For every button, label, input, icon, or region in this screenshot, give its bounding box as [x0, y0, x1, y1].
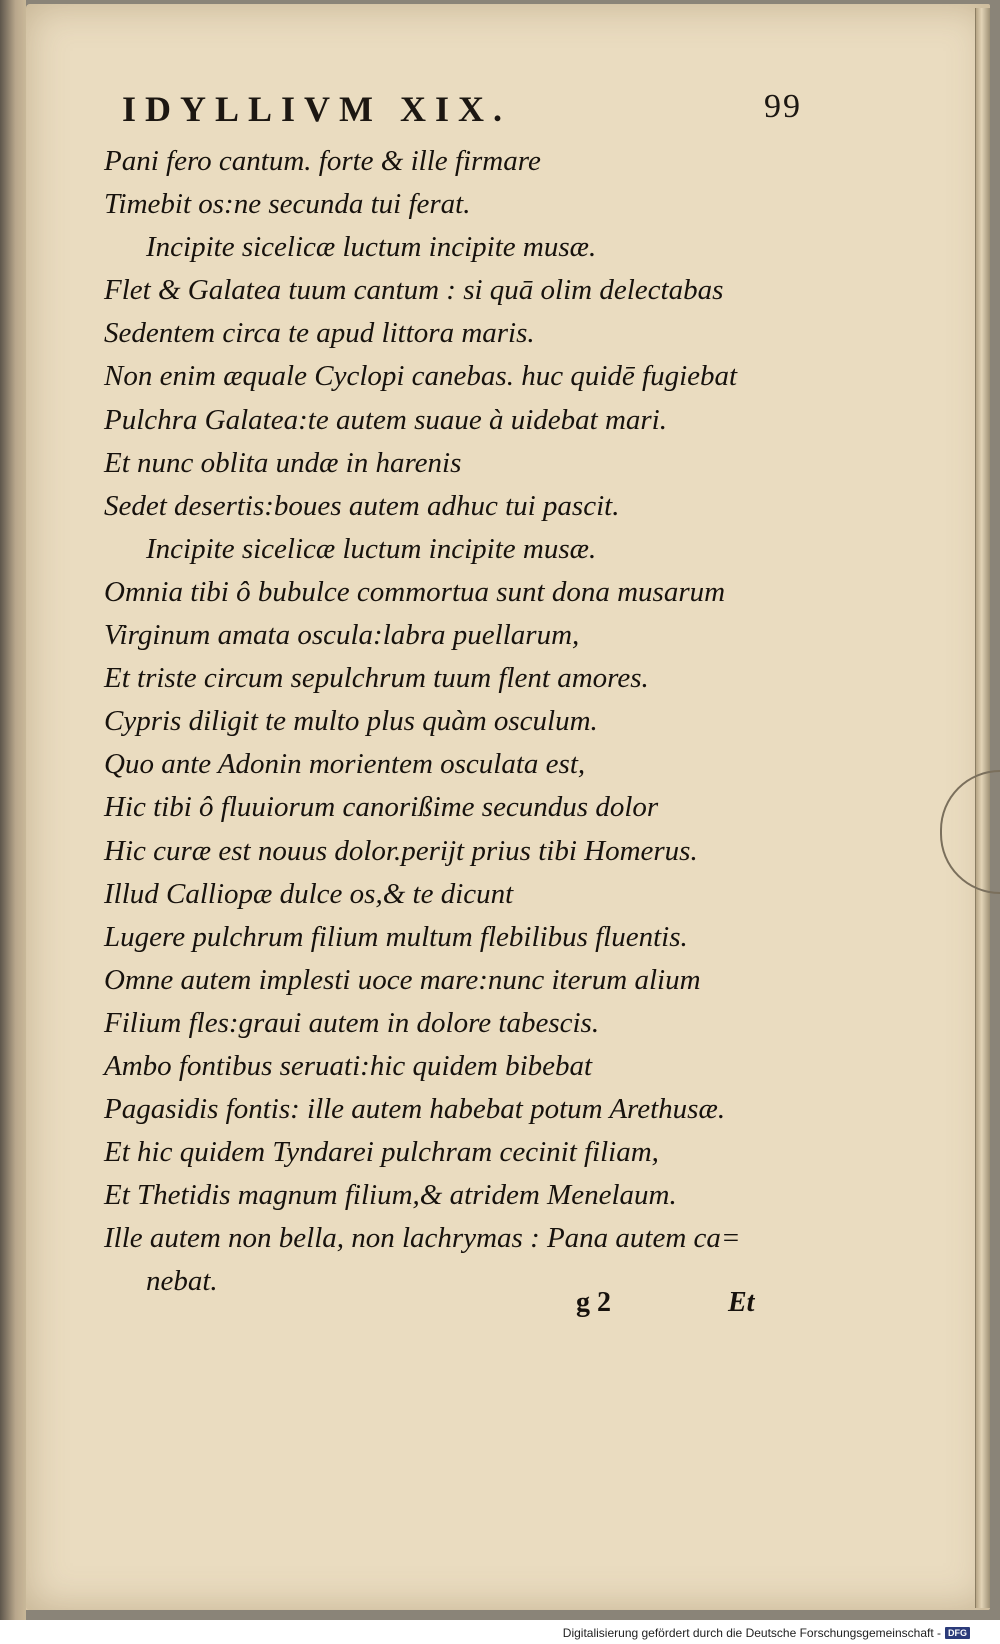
book-binding-shadow [0, 0, 26, 1620]
verse-refrain: Incipite sicelicæ luctum incipite musæ. [146, 231, 597, 264]
verse-line: Pani fero cantum. forte & ille firmare [104, 145, 541, 177]
page-footer [104, 1287, 784, 1327]
verse-line: Omnia tibi ô bubulce commortua sunt dona musarum [104, 575, 726, 608]
verse-line: Et triste circum sepulchrum tuum flent amores. [104, 662, 649, 695]
credit-text: Digitalisierung gefördert durch die Deutsche Forschungsgemeinschaft - [562, 1626, 941, 1640]
digitization-credit [563, 1624, 970, 1642]
verse-line: Cypris diligit te multo plus quàm osculum. [104, 705, 598, 738]
verse-line: Ille autem non bella, non lachrymas : Pana autem ca= [104, 1222, 741, 1255]
verse-text [104, 140, 804, 1304]
verse-line: Timebit os:ne secunda tui ferat. [104, 188, 471, 221]
page-number: 99 [764, 88, 802, 125]
verse-line: Quo ante Adonin morientem osculata est, [104, 748, 586, 781]
verse-line: Sedet desertis:boues autem adhuc tui pascit. [104, 489, 620, 522]
book-page [26, 4, 990, 1610]
verse-line: Non enim æquale Cyclopi canebas. huc quidē fugiebat [104, 360, 738, 393]
verse-line: Et nunc oblita undæ in harenis [104, 446, 462, 479]
running-title: IDYLLIVM XIX. [122, 89, 512, 129]
verse-line: Hic curæ est nouus dolor.perijt prius tibi Homerus. [104, 834, 698, 867]
verse-line: Sedentem circa te apud littora maris. [104, 317, 535, 350]
verse-line: Pulchra Galatea:te autem suaue à uidebat mari. [104, 403, 667, 436]
verse-line: Filium fles:graui autem in dolore tabescis. [104, 1006, 600, 1039]
verse-line-continuation: nebat. [146, 1265, 218, 1298]
verse-line: Omne autem implesti uoce mare:nunc iterum alium [104, 963, 701, 996]
dfg-logo: DFG [945, 1627, 970, 1639]
verse-line: Pagasidis fontis: ille autem habebat potum Arethusæ. [104, 1093, 726, 1126]
verse-line: Flet & Galatea tuum cantum : si quā olim delectabas [104, 274, 724, 307]
verse-refrain: Incipite sicelicæ luctum incipite musæ. [146, 532, 597, 565]
verse-line: Virginum amata oscula:labra puellarum, [104, 619, 580, 652]
verse-line: Et hic quidem Tyndarei pulchram cecinit filiam, [104, 1136, 659, 1169]
running-header [122, 88, 802, 138]
verse-line: Illud Calliopæ dulce os,& te dicunt [104, 877, 514, 910]
verse-line: Hic tibi ô fluuiorum canorißime secundus dolor [104, 791, 659, 824]
verse-line: Ambo fontibus seruati:hic quidem bibebat [104, 1049, 593, 1082]
verse-line: Lugere pulchrum filium multum flebilibus fluentis. [104, 920, 688, 953]
verse-line: Et Thetidis magnum filium,& atridem Menelaum. [104, 1179, 677, 1212]
catchword: Et [728, 1287, 755, 1318]
signature-mark: g 2 [576, 1287, 611, 1318]
